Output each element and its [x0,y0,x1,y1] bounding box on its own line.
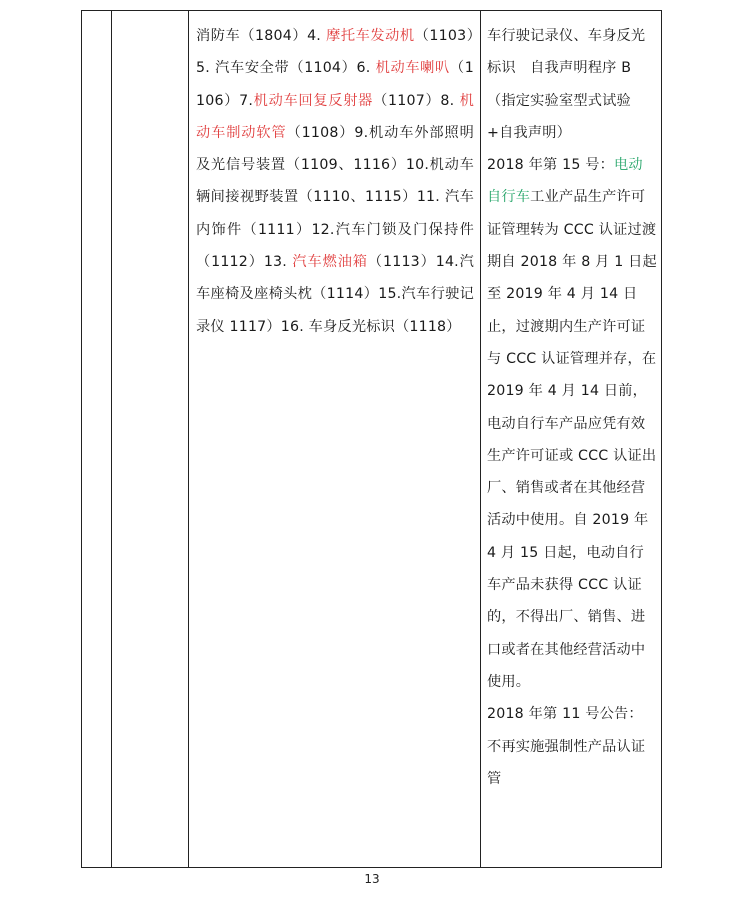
product-list-text [189,11,480,343]
product-text: （1108）9.机动车外部照明及光信号装置（1109、1116）10.机动车辆间接视野装置（1110、1115）11. 汽车内饰件（1111）12.汽车门锁及门保持件（1112）13. [196,124,474,271]
notes-text [481,11,661,795]
product-text: （1107）8. [373,92,460,109]
announcement-body: 工业产品生产许可证管理转为 CCC 认证过渡期自 2018 年 8 月 1 日起至 2019 年 4 月 14 日止，过渡期内生产许可证与 CCC 认证管理并存，在 2019 年 4 月 14 日前，电动自行车产品应凭有效生产许可证或 CCC 认证出厂、销售或者在其他经营活动中使用。自 2019 年 4 月 15 日起，电动自行车产品未获得 CCC 认证的，不得出厂、销售、进口或者在其他经营活动中使用。 [487,189,657,690]
product-text: （1113）14.汽车座椅及座椅头枕（1114）15.汽车行驶记录仪 1117）16. 车身反光标识（1118） [196,254,474,335]
highlight-term: 电动自行车 [487,157,643,206]
highlighted-product: 摩托车发动机 [326,28,415,44]
announcement-label: 2018 年第 15 号： [487,157,615,174]
announcement-2018-15 [487,149,657,698]
announcement-2018-11: 2018 年第 11 号公告：不再实施强制性产品认证管 [487,706,646,787]
highlighted-product: 机动车喇叭 [375,60,450,77]
product-text: （1106）7. [196,60,474,109]
table-row [82,11,662,868]
product-text: （1103）5. 汽车安全带（1104）6. [196,28,474,77]
empty-cell-category [112,11,189,868]
product-text: 消防车（1804）4. [196,28,327,44]
notes-cell [481,11,662,868]
regulation-table [81,10,662,868]
page-number: 13 [364,872,380,886]
highlighted-product: 机动车制动软管 [196,92,474,141]
highlighted-product: 汽车燃油箱 [292,254,368,271]
empty-cell-index [82,11,112,868]
certification-procedure-note: 车行驶记录仪、车身反光标识 自我声明程序 B （指定实验室型式试验+自我声明） [487,28,646,141]
highlighted-product: 机动车回复反射器 [253,92,374,109]
product-list-cell [189,11,481,868]
